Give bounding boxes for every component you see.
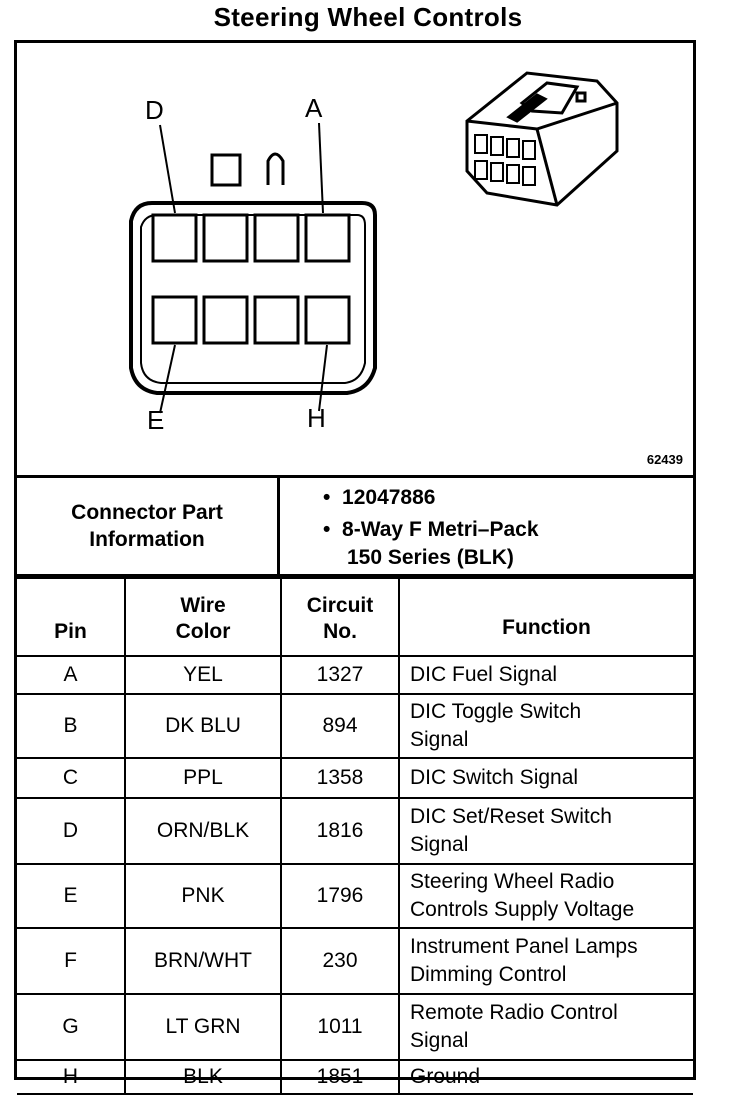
cell-color: BLK bbox=[125, 1060, 281, 1094]
table-row bbox=[17, 798, 693, 864]
cavity-d bbox=[153, 215, 196, 261]
cell-pin: F bbox=[17, 928, 125, 994]
connector-type-item: • 8-Way F Metri–Pack bbox=[323, 518, 539, 541]
cavity-a bbox=[306, 215, 349, 261]
cell-circuit: 1796 bbox=[281, 864, 399, 928]
header-wire-color: Wire Color bbox=[125, 578, 281, 656]
cell-function: DIC Switch Signal bbox=[399, 758, 693, 798]
cell-circuit: 1011 bbox=[281, 994, 399, 1060]
cavity-b bbox=[255, 215, 298, 261]
connector-info-label-line2: Information bbox=[89, 528, 205, 551]
part-number-item: • 12047886 bbox=[323, 486, 436, 509]
cell-pin: C bbox=[17, 758, 125, 798]
cell-pin: E bbox=[17, 864, 125, 928]
cell-circuit: 1851 bbox=[281, 1060, 399, 1094]
connector-drawing bbox=[17, 43, 693, 475]
cell-pin: G bbox=[17, 994, 125, 1060]
page-title: Steering Wheel Controls bbox=[213, 2, 523, 32]
cell-pin: H bbox=[17, 1060, 125, 1094]
pin-label-a: A bbox=[305, 93, 323, 123]
cell-color: ORN/BLK bbox=[125, 798, 281, 864]
figure-number: 62439 bbox=[646, 452, 683, 467]
header-pin: Pin bbox=[17, 578, 125, 656]
latch-post bbox=[268, 154, 283, 185]
table-row bbox=[17, 694, 693, 758]
cell-function: Ground bbox=[399, 1060, 693, 1094]
cell-circuit: 230 bbox=[281, 928, 399, 994]
table-row bbox=[17, 758, 693, 798]
pin-table-header bbox=[17, 578, 693, 656]
leader-d bbox=[160, 125, 175, 213]
connector-info-label-line1: Connector Part bbox=[71, 501, 223, 524]
cell-function: Instrument Panel Lamps Dimming Control bbox=[399, 928, 693, 994]
diagram-frame bbox=[14, 40, 696, 1088]
cell-pin: B bbox=[17, 694, 125, 758]
cell-function: Remote Radio Control Signal bbox=[399, 994, 693, 1060]
cell-color: LT GRN bbox=[125, 994, 281, 1060]
cell-color: PPL bbox=[125, 758, 281, 798]
cell-color: BRN/WHT bbox=[125, 928, 281, 994]
connector-part-info bbox=[17, 475, 693, 577]
connector-series: 150 Series (BLK) bbox=[347, 546, 514, 569]
cell-circuit: 1358 bbox=[281, 758, 399, 798]
cavity-h bbox=[306, 297, 349, 343]
cell-function: DIC Fuel Signal bbox=[399, 656, 693, 694]
pin-label-e: E bbox=[147, 405, 165, 435]
connector-info-label bbox=[17, 478, 280, 574]
pin-table bbox=[17, 577, 693, 1095]
cell-color: PNK bbox=[125, 864, 281, 928]
table-row bbox=[17, 928, 693, 994]
cell-color: YEL bbox=[125, 656, 281, 694]
cell-function: Steering Wheel Radio Controls Supply Voltage bbox=[399, 864, 693, 928]
leader-a bbox=[319, 123, 323, 213]
cell-circuit: 1816 bbox=[281, 798, 399, 864]
cell-circuit: 1327 bbox=[281, 656, 399, 694]
cell-pin: D bbox=[17, 798, 125, 864]
table-row bbox=[17, 864, 693, 928]
table-row bbox=[17, 994, 693, 1060]
cell-function: DIC Toggle Switch Signal bbox=[399, 694, 693, 758]
cell-function: DIC Set/Reset Switch Signal bbox=[399, 798, 693, 864]
connector-type: 8-Way F Metri–Pack bbox=[342, 518, 539, 541]
table-row bbox=[17, 656, 693, 694]
cavity-f bbox=[204, 297, 247, 343]
connector-diagram bbox=[17, 43, 693, 475]
cavity-c bbox=[204, 215, 247, 261]
connector-3d-view bbox=[467, 73, 617, 205]
header-function: Function bbox=[399, 578, 693, 656]
part-number: 12047886 bbox=[342, 486, 436, 509]
cell-pin: A bbox=[17, 656, 125, 694]
pin-label-d: D bbox=[145, 95, 164, 125]
cell-color: DK BLU bbox=[125, 694, 281, 758]
cavity-g bbox=[255, 297, 298, 343]
header-circuit: Circuit No. bbox=[281, 578, 399, 656]
cell-circuit: 894 bbox=[281, 694, 399, 758]
connector-info-values bbox=[283, 478, 693, 574]
table-row bbox=[17, 1060, 693, 1094]
cavity-e bbox=[153, 297, 196, 343]
pin-label-h: H bbox=[307, 403, 326, 433]
latch-tab bbox=[212, 155, 240, 185]
